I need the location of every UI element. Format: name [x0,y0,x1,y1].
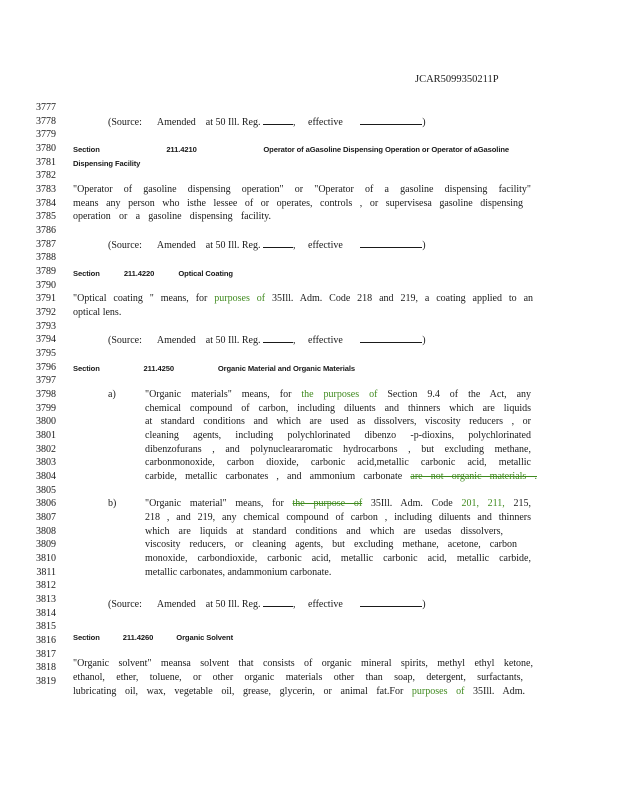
line-number: 3779 [36,129,56,140]
line-number: 3803 [36,457,56,468]
line-number: 3804 [36,471,56,482]
line-number: 3784 [36,198,56,209]
paragraph-line: chemical compound of carbon, including diluents and thinners which are liquids [145,403,531,414]
line-number: 3777 [36,102,56,113]
section-heading-4260: Section 211.4260 Organic Solvent [73,633,233,642]
line-number: 3787 [36,239,56,250]
effective-date-blank [360,597,422,607]
line-number: 3783 [36,184,56,195]
line-number: 3812 [36,580,56,591]
line-number: 3798 [36,389,56,400]
line-number: 3818 [36,662,56,673]
line-number: 3817 [36,649,56,660]
source-note: (Source: Amended at 50 Ill. Reg. , effective ) [108,240,426,251]
paragraph-line: viscosity reducers, or cleaning agents, but excluding methane, acetone, carbon [145,539,517,550]
paragraph-line: optical lens. [73,307,122,318]
line-number: 3807 [36,512,56,523]
source-note: (Source: Amended at 50 Ill. Reg. , effective ) [108,117,426,128]
register-blank [263,333,293,343]
line-number: 3790 [36,280,56,291]
line-number: 3793 [36,321,56,332]
source-note: (Source: Amended at 50 Ill. Reg. , effective ) [108,335,426,346]
line-number: 3809 [36,539,56,550]
register-blank [263,115,293,125]
line-number: 3797 [36,375,56,386]
line-number: 3815 [36,621,56,632]
section-heading-4250: Section 211.4250 Organic Material and Organic Materials [73,364,355,373]
line-number: 3816 [36,635,56,646]
source-note: (Source: Amended at 50 Ill. Reg. , effective ) [108,599,426,610]
paragraph-line: which are liquids at standard conditions and which are usedas dissolvers, [145,526,503,537]
line-number: 3811 [36,567,56,578]
line-number: 3792 [36,307,56,318]
line-number: 3801 [36,430,56,441]
line-number: 3808 [36,526,56,537]
paragraph-line: ethanol, ether, toluene, or other organic materials other than soap, detergent, surfactants, [73,672,523,683]
paragraph-line: "Organic material" means, for the purpose of 35Ill. Adm. Code 201, 211, 215, [145,498,532,509]
line-number: 3778 [36,116,56,127]
effective-date-blank [360,238,422,248]
line-number: 3791 [36,293,56,304]
paragraph-line: "Optical coating " means, for purposes of 35Ill. Adm. Code 218 and 219, a coating applied to an [73,293,534,304]
line-number: 3794 [36,334,56,345]
line-number: 3819 [36,676,56,687]
line-number: 3810 [36,553,56,564]
section-heading-4220: Section 211.4220 Optical Coating [73,269,233,278]
line-number: 3789 [36,266,56,277]
line-number: 3806 [36,498,56,509]
paragraph-line: "Organic solvent" meansa solvent that consists of organic mineral spirits, methyl ethyl ketone, [73,658,533,669]
paragraph-line: dibenzofurans , and polynucleararomatic hydrocarbons , but excluding methane, [145,444,531,455]
line-number: 3780 [36,143,56,154]
paragraph-line: 218 , and 219, any chemical compound of carbon , including diluents and thinners [145,512,531,523]
paragraph-line: "Operator of gasoline dispensing operation" or "Operator of a gasoline dispensing facility" [73,184,531,195]
paragraph-line: "Organic materials" means, for the purposes of Section 9.4 of the Act, any [145,389,532,400]
line-number: 3785 [36,211,56,222]
paragraph-line: cleaning agents, including polychlorinated dibenzo -p-dioxins, polychlorinated [145,430,531,441]
line-number: 3786 [36,225,56,236]
line-number: 3802 [36,444,56,455]
subsection-label-b: b) [108,498,117,509]
paragraph-line: lubricating oil, wax, vegetable oil, grease, glycerin, or animal fat.For purposes of 35Ill. Adm. [73,686,526,697]
paragraph-line: metallic carbonates, andammonium carbonate. [145,567,332,578]
document-code: JCAR5099350211P [415,74,499,85]
line-number: 3782 [36,170,56,181]
section-heading-4210-cont: Dispensing Facility [73,159,141,168]
paragraph-line: carbide, metallic carbonates , and ammonium carbonate are not organic materials . [145,471,537,482]
paragraph-line: operation or a gasoline dispensing facility. [73,211,271,222]
paragraph-line: at standard conditions and which are used as dissolvers, viscosity reducers , or [145,416,531,427]
section-heading-4210: Section 211.4210 Operator of aGasoline Dispensing Operation or Operator of aGasoline [73,145,509,154]
line-number: 3814 [36,608,56,619]
register-blank [263,238,293,248]
line-number: 3799 [36,403,56,414]
subsection-label-a: a) [108,389,116,400]
register-blank [263,597,293,607]
line-number: 3796 [36,362,56,373]
line-number: 3800 [36,416,56,427]
effective-date-blank [360,333,422,343]
line-number: 3781 [36,157,56,168]
line-number: 3788 [36,252,56,263]
paragraph-line: monoxide, carbondioxide, carbonic acid, metallic carbonic acid, metallic carbide, [145,553,531,564]
line-number: 3813 [36,594,56,605]
line-number: 3805 [36,485,56,496]
paragraph-line: means any person who isthe lessee of or operates, controls , or supervisesa gasoline dispensing [73,198,523,209]
effective-date-blank [360,115,422,125]
line-number: 3795 [36,348,56,359]
paragraph-line: carbonmonoxide, carbon dioxide, carbonic acid,metallic carbonic acid, metallic [145,457,531,468]
